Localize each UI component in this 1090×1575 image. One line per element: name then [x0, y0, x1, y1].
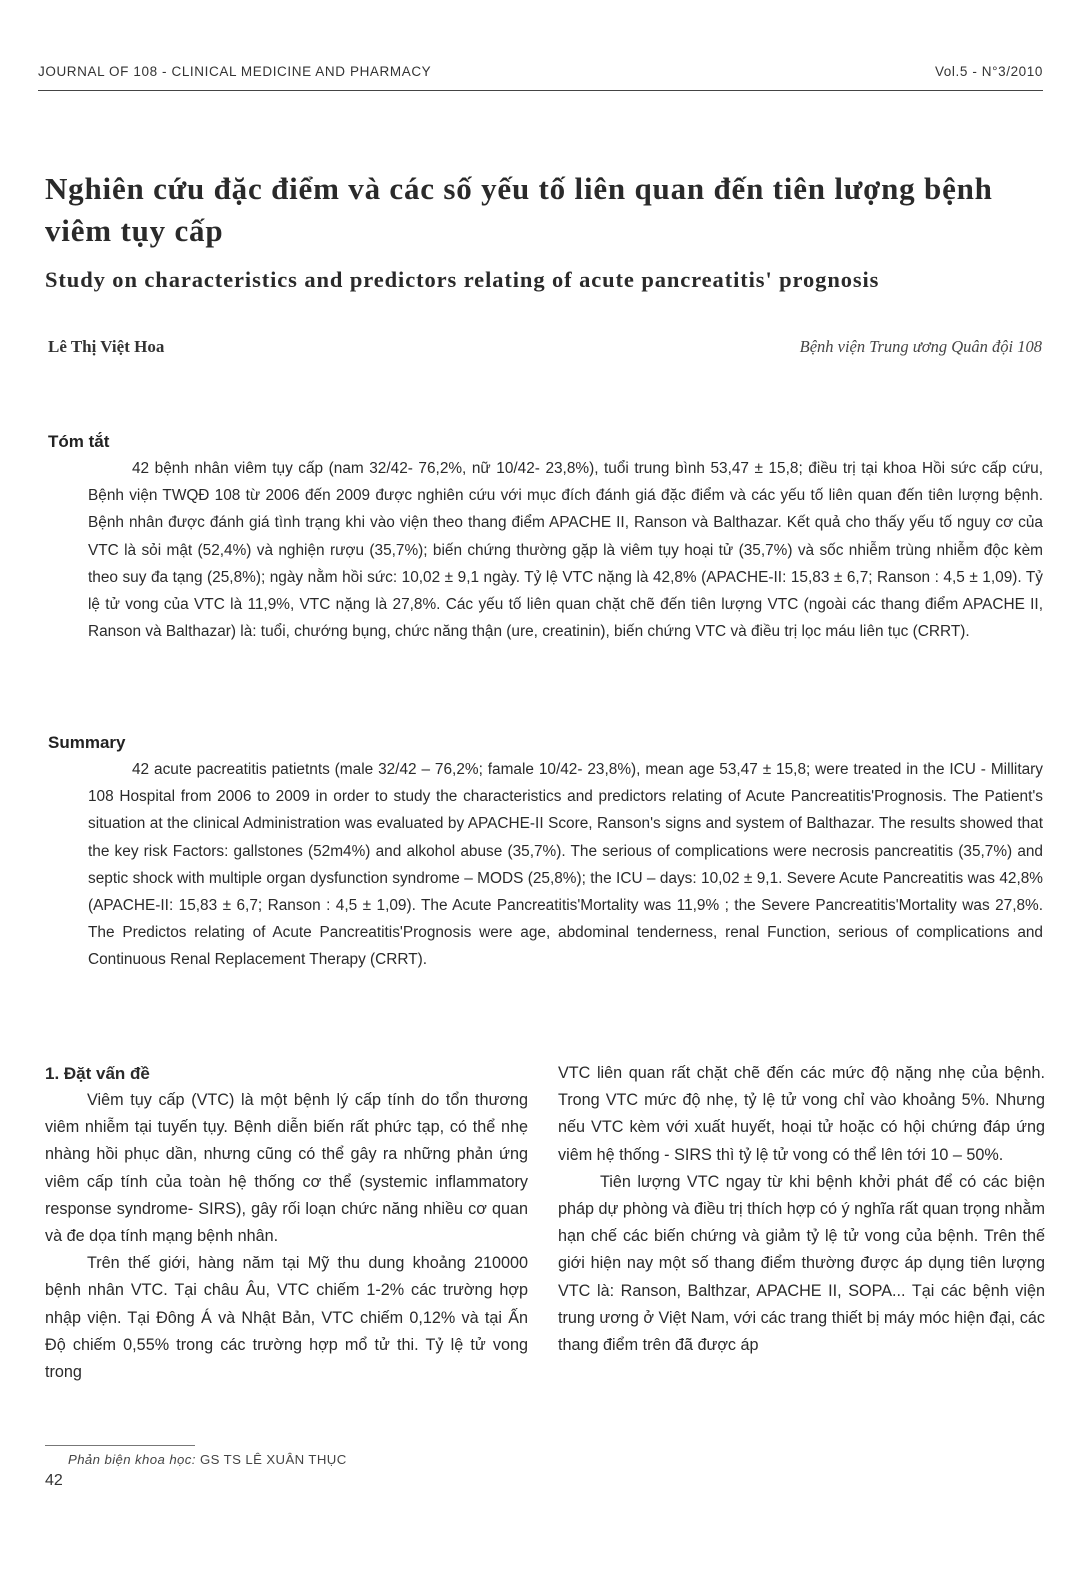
footnote-label: Phản biện khoa học: [68, 1452, 196, 1467]
left-column [45, 1060, 528, 1386]
abstract-vi-body: 42 bệnh nhân viêm tụy cấp (nam 32/42- 76,2%, nữ 10/42- 23,8%), tuổi trung bình 53,47 ± 15,8; điều trị tại khoa Hồi sức cấp cứu, Bệnh viện TWQĐ 108 từ 2006 đến 2009 được nghiên cứu với mục đích đánh giá đặc điểm và các yếu tố liên quan đến tiên lượng bệnh. Bệnh nhân được đánh giá tình trạng khi vào viện theo thang điểm APACHE II, Ranson và Balthazar. Kết quả cho thấy yếu tố nguy cơ của VTC là sỏi mật (52,4%) và nghiện rượu (35,7%); biến chứng thường gặp là viêm tụy hoại tử (35,7%) và sốc nhiễm trùng nhiễm độc kèm theo suy đa tạng (25,8%); ngày nằm hồi sức: 10,02 ± 9,1 ngày. Tỷ lệ VTC nặng là 42,8% (APACHE-II: 15,83 ± 6,7; Ranson : 4,5 ± 1,09). Tỷ lệ tử vong của VTC là 11,9%, VTC nặng là 27,8%. Các yếu tố liên quan chặt chẽ đến tiên lượng VTC (ngoài các thang điểm APACHE II, Ranson và Balthazar) là: tuổi, chướng bụng, chức năng thận (ure, creatinin), biến chứng VTC và điều trị lọc máu liên tục (CRRT). [88, 460, 1043, 641]
section-paragraph-2-continued: VTC liên quan rất chặt chẽ đến các mức độ nặng nhẹ của bệnh. Trong VTC mức độ nhẹ, tỷ lệ tử vong chỉ vào khoảng 5%. Nhưng nếu VTC kèm với xuất huyết, hoại tử hoặc có hội chứng đáp ứng viêm hệ thống - SIRS thì tỷ lệ tử vong có thể lên tới 10 – 50%. [558, 1064, 1045, 1164]
author-affiliation: Bệnh viện Trung ương Quân đội 108 [799, 337, 1042, 356]
section-heading: 1. Đặt vấn đề [45, 1064, 150, 1083]
footnote-reviewer: GS TS LÊ XUÂN THỤC [199, 1452, 347, 1467]
abstract-en-body: 42 acute pacreatitis patietnts (male 32/42 – 76,2%; famale 10/42- 23,8%), mean age 53,47 ± 15,8; were treated in the ICU - Millitary 108 Hospital from 2006 to 2009 in order to study the characteristics and predictors relating of Acute Pancreatitis'Prognosis. The Patient's situation at the clinical Administration was evaluated by APACHE-II Score, Ranson's signs and system of Balthazar. The results showed that the key risk Factors: gallstones (52m4%) and alkohol abuse (35,7%). The serious of complications were necrosis pancreatitis (35,7%) and septic shock with multiple organ dysfunction syndrome – MODS (25,8%); the ICU – days: 10,02 ± 9,1. Severe Acute Pancreatitis was 42,8% (APACHE-II: 15,83 ± 6,7; Ranson : 4,5 ± 1,09). The Acute Pancreatitis'Mortality was 11,9% ; the Severe Pancreatitis'Mortality was 27,8%. The Predictos relating of Acute Pancreatitis'Prognosis were age, abdominal tenderness, renal Function, serious of complications and Continuous Renal Replacement Therapy (CRRT). [88, 761, 1043, 969]
right-column [558, 1060, 1045, 1359]
section-paragraph-1: Viêm tụy cấp (VTC) là một bệnh lý cấp tính do tổn thương viêm nhiễm tại tuyến tụy. Bệnh diễn biến rất phức tạp, có thể nhẹ nhàng hồi phục dần, nhưng cũng có thể gây ra những phản ứng viêm cấp tính của toàn hệ thống cơ thể (systemic inflammatory response syndrome- SIRS), gây rối loạn chức năng nhiều cơ quan và đe dọa tính mạng bệnh nhân. [45, 1091, 528, 1246]
title-vietnamese: Nghiên cứu đặc điểm và các số yếu tố liên quan đến tiên lượng bệnh viêm tụy cấp [45, 171, 993, 248]
author-name: Lê Thị Việt Hoa [48, 337, 165, 356]
abstract-en-text [88, 756, 1043, 974]
footnote-divider [45, 1445, 195, 1446]
abstract-en-heading: Summary [48, 733, 126, 752]
header-divider [38, 90, 1043, 91]
title-english: Study on characteristics and predictors relating of acute pancreatitis' prognosis [45, 267, 880, 292]
abstract-vi-heading: Tóm tắt [48, 432, 110, 451]
issue-info: Vol.5 - N°3/2010 [934, 64, 1043, 79]
abstract-vi-text [88, 455, 1043, 645]
running-header [38, 64, 1043, 86]
section-paragraph-2: Trên thế giới, hàng năm tại Mỹ thu dung khoảng 210000 bệnh nhân VTC. Tại châu Âu, VTC chiếm 1-2% các trường hợp nhập viện. Tại Đông Á và Nhật Bản, VTC chiếm 0,12% và tại Ấn Độ chiếm 0,55% trong các trường hợp mổ tử thi. Tỷ lệ tử vong trong [45, 1254, 528, 1382]
section-paragraph-3: Tiên lượng VTC ngay từ khi bệnh khởi phát để có các biện pháp dự phòng và điều trị thích hợp có ý nghĩa rất quan trọng nhằm hạn chế các biến chứng và giảm tỷ lệ tử vong của bệnh. Trên thế giới hiện nay một số thang điểm thường được áp dụng tiên lượng VTC là: Ranson, Balthzar, APACHE II, SOPA... Tại các bệnh viện trung ương ở Việt Nam, với các trang thiết bị máy móc hiện đại, các thang điểm trên đã được áp [558, 1172, 1045, 1355]
journal-name: JOURNAL OF 108 - CLINICAL MEDICINE AND PHARMACY [38, 64, 432, 79]
page-number: 42 [45, 1472, 63, 1489]
footnote [68, 1452, 347, 1467]
